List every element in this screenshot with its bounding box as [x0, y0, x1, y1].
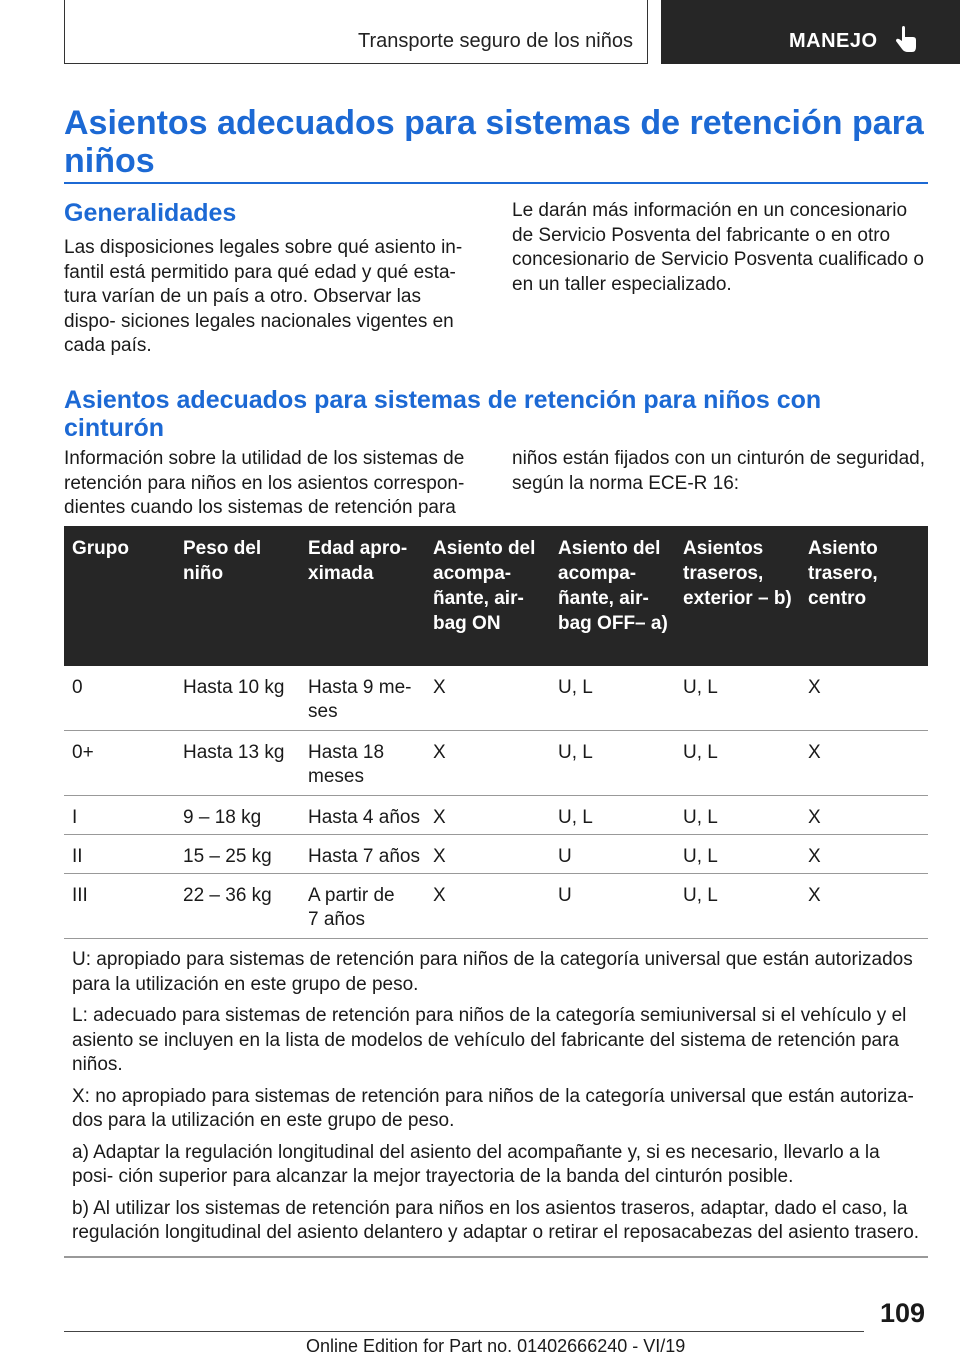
- section-tab: [64, 0, 648, 64]
- table-cell: U, L: [683, 742, 718, 763]
- title-divider: [64, 182, 928, 184]
- table-header-cell: Asiento trasero, centro: [808, 538, 878, 609]
- note-x: X: no apropiado para sistemas de retención para niños de la categoría universal que están autoriza- dos para la utilización en este grupo de peso.: [72, 1085, 914, 1131]
- table-cell: X: [808, 742, 821, 763]
- table-cell: U: [558, 885, 572, 906]
- table-cell: U, L: [683, 807, 718, 828]
- table-cell: II: [72, 846, 83, 867]
- page-title: Asientos adecuados para sistemas de retención para niños: [64, 104, 924, 180]
- table-header-cell: Peso del niño: [183, 538, 262, 584]
- table-cell: Hasta 9 me- ses: [308, 677, 412, 722]
- footer-divider: [64, 1331, 864, 1332]
- table-cell: X: [808, 807, 821, 828]
- table-cell: X: [433, 885, 446, 906]
- table-notes: [72, 948, 922, 1253]
- table-row: [64, 731, 928, 796]
- table-row: [64, 666, 928, 731]
- note-b: b) Al utilizar los sistemas de retención para niños en los asientos traseros, adaptar, dado el caso, la regulación longitudinal del asiento delantero y adaptar o retirar el reposacabezas del asiento trasero.: [72, 1197, 920, 1243]
- table-header-cell: Grupo: [72, 538, 129, 559]
- section2-right-text: niños están fijados con un cinturón de seguridad, según la norma ECE-R 16:: [512, 448, 925, 494]
- section1-right-text: Le darán más información en un concesionario de Servicio Posventa del fabricante o en otro concesionario de Servicio Posventa cualificado o en un taller especializado.: [512, 200, 924, 295]
- table-cell: 9 – 18 kg: [183, 807, 262, 828]
- table-cell: U, L: [683, 677, 718, 698]
- table-cell: U, L: [558, 677, 593, 698]
- table-header-cell: Asiento del acompa- ñante, air- bag OFF– a): [558, 538, 668, 634]
- table-header-cell: Asiento del acompa- ñante, air- bag ON: [433, 538, 536, 634]
- notes-divider: [64, 1256, 928, 1258]
- footer-edition: Online Edition for Part no. 01402666240 - VI/19: [306, 1336, 686, 1356]
- table-row: [64, 796, 928, 835]
- table-row: [64, 835, 928, 874]
- table-cell: X: [808, 885, 821, 906]
- table-header-cell: Asientos traseros, exterior – b): [683, 538, 792, 609]
- table-cell: U, L: [683, 885, 718, 906]
- table-cell: U: [558, 846, 572, 867]
- table-cell: X: [808, 677, 821, 698]
- table-cell: X: [433, 742, 446, 763]
- table-cell: X: [433, 677, 446, 698]
- table-cell: 22 – 36 kg: [183, 885, 272, 906]
- section-heading-generalidades: Generalidades: [64, 199, 237, 227]
- table-cell: 15 – 25 kg: [183, 846, 272, 867]
- table-cell: U, L: [558, 807, 593, 828]
- note-a: a) Adaptar la regulación longitudinal del asiento del acompañante y, si es necesario, llevarlo a la posi- ción superior para alcanzar la mejor trayectoria de la banda del cinturón posible.: [72, 1141, 880, 1187]
- table-header-cell: Edad apro- ximada: [308, 538, 408, 584]
- section-label: Transporte seguro de los niños: [358, 30, 633, 52]
- section1-left-text: Las disposiciones legales sobre qué asiento in- fantil está permitido para qué edad y qué esta- tura varían de un país a otro. Observar las dispo- siciones legales nacionales vigentes en cada país.: [64, 237, 463, 356]
- table-cell: 0+: [72, 742, 94, 763]
- table-cell: 0: [72, 677, 83, 698]
- section-heading-cinturon: Asientos adecuados para sistemas de retención para niños con cinturón: [64, 386, 822, 442]
- table-cell: U, L: [683, 846, 718, 867]
- table-cell: I: [72, 807, 78, 828]
- table-cell: Hasta 4 años: [308, 807, 420, 828]
- table-cell: U, L: [558, 742, 593, 763]
- table-cell: Hasta 10 kg: [183, 677, 285, 698]
- table-cell: X: [808, 846, 821, 867]
- table-row: [64, 874, 928, 939]
- steering-hand-icon: [893, 26, 919, 54]
- table-cell: X: [433, 807, 446, 828]
- table-cell: III: [72, 885, 88, 906]
- note-l: L: adecuado para sistemas de retención para niños de la categoría semiuniversal si el vehículo y el asiento se incluyen en la lista de modelos de vehículo del fabricante del sistema de retención para niños.: [72, 1005, 907, 1075]
- table-cell: X: [433, 846, 446, 867]
- table-header-row: [64, 526, 928, 666]
- table-cell: Hasta 7 años: [308, 846, 420, 867]
- seat-suitability-table: [64, 526, 928, 939]
- chapter-tab: [661, 0, 960, 64]
- page-number: 109: [880, 1298, 926, 1328]
- section2-left-text: Información sobre la utilidad de los sistemas de retención para niños en los asientos correspon- dientes cuando los sistemas de retención para: [64, 448, 465, 518]
- table-cell: Hasta 18 meses: [308, 742, 385, 787]
- table-cell: Hasta 13 kg: [183, 742, 285, 763]
- note-u: U: apropiado para sistemas de retención para niños de la categoría universal que están autorizados para la utilización en este grupo de peso.: [72, 949, 913, 995]
- chapter-label: MANEJO: [789, 30, 878, 52]
- table-cell: A partir de 7 años: [308, 885, 395, 930]
